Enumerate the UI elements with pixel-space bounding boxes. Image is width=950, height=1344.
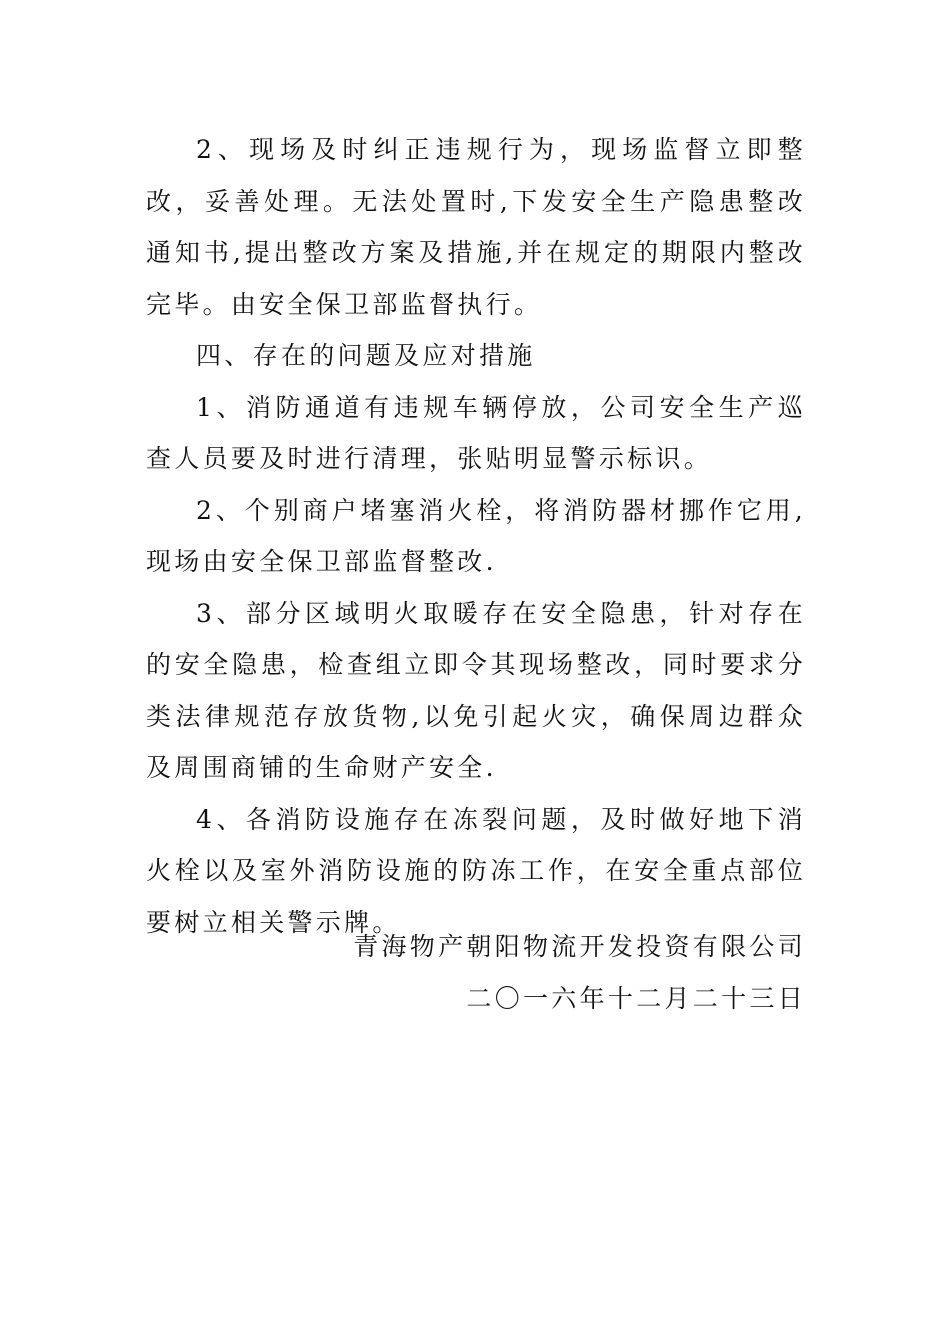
section-heading-problems-measures: 四、存在的问题及应对措施 [196,341,536,370]
paragraph-problem-2: 2、个别商户堵塞消火栓，将消防器材挪作它用,现场由安全保卫部监督整改. [146,495,806,576]
paragraph-rectification-2: 2、现场及时纠正违规行为，现场监督立即整改，妥善处理。无法处置时,下发安全生产隐患整改通知书,提出整改方案及措施,并在规定的期限内整改完毕。由安全保卫部监督执行。 [146,135,806,319]
signature-date: 二〇一六年十二月二十三日 [466,984,806,1013]
signature-company: 青海物产朝阳物流开发投资有限公司 [353,932,806,961]
paragraph-problem-3: 3、部分区域明火取暖存在安全隐患，针对存在的安全隐患，检查组立即令其现场整改，同时要求分类法律规范存放货物,以免引起火灾，确保周边群众及周围商铺的生命财产安全. [146,598,806,782]
document-body [146,124,806,948]
paragraph-problem-4: 4、各消防设施存在冻裂问题，及时做好地下消火栓以及室外消防设施的防冻工作，在安全重点部位要树立相关警示牌。 [146,804,806,937]
paragraph-problem-1: 1、消防通道有违规车辆停放，公司安全生产巡查人员要及时进行清理，张贴明显警示标识。 [146,392,806,473]
